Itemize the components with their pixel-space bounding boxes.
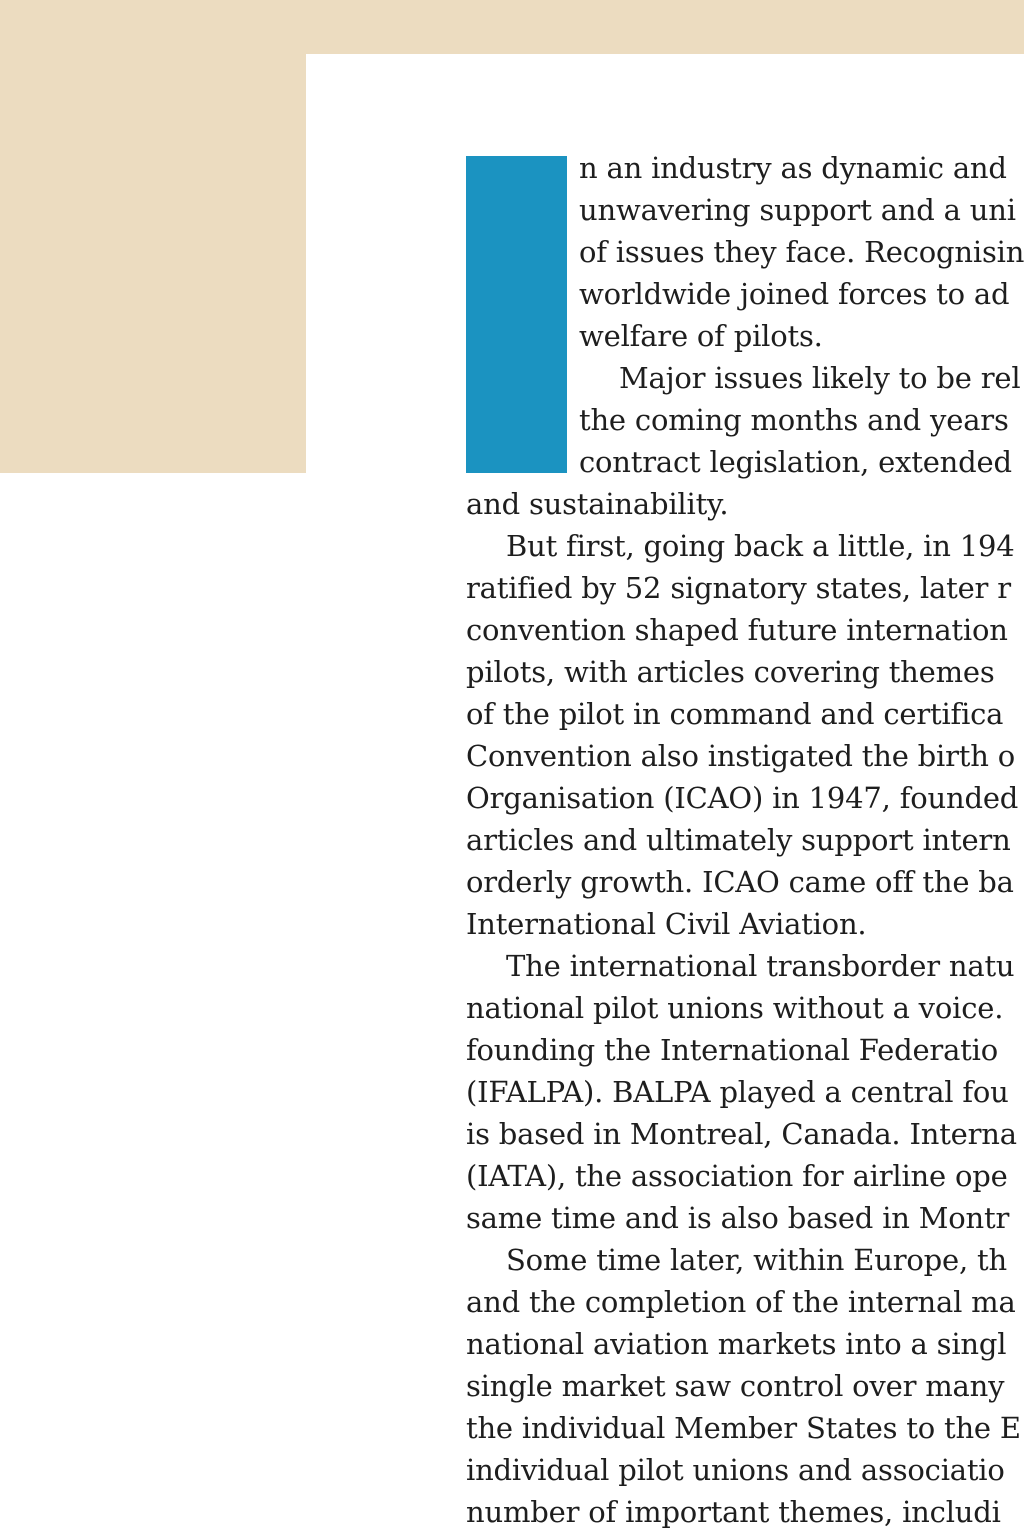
side-color-panel <box>0 0 306 473</box>
body-line: orderly growth. ICAO came off the ba <box>466 865 1014 899</box>
body-line: national aviation markets into a singl <box>466 1327 1007 1361</box>
body-line: national pilot unions without a voice. <box>466 991 1004 1025</box>
body-line: International Civil Aviation. <box>466 907 867 941</box>
body-line: same time and is also based in Montr <box>466 1201 1010 1235</box>
body-line: (IFALPA). BALPA played a central fou <box>466 1075 1009 1109</box>
body-line: convention shaped future internation <box>466 613 1008 647</box>
body-line: But first, going back a little, in 194 <box>506 529 1015 563</box>
body-line: ratified by 52 signatory states, later r <box>466 571 1011 605</box>
body-line: n an industry as dynamic and <box>579 151 1007 185</box>
body-line: the coming months and years <box>579 403 1009 437</box>
body-line: unwavering support and a uni <box>579 193 1016 227</box>
body-line: of issues they face. Recognisin <box>579 235 1024 269</box>
body-line: number of important themes, includi <box>466 1495 1001 1529</box>
body-line: The international transborder natu <box>506 949 1015 983</box>
body-line: Organisation (ICAO) in 1947, founded <box>466 781 1019 815</box>
body-line: welfare of pilots. <box>579 319 823 353</box>
body-line: Some time later, within Europe, th <box>506 1243 1007 1277</box>
body-line: of the pilot in command and certifica <box>466 697 1004 731</box>
body-line: individual pilot unions and associatio <box>466 1453 1005 1487</box>
body-line: the individual Member States to the E <box>466 1411 1021 1445</box>
body-line: worldwide joined forces to ad <box>579 277 1010 311</box>
body-line: pilots, with articles covering themes <box>466 655 995 689</box>
body-line: founding the International Federatio <box>466 1033 998 1067</box>
body-line: Major issues likely to be rel <box>619 361 1021 395</box>
body-line: single market saw control over many <box>466 1369 1005 1403</box>
body-line: is based in Montreal, Canada. Interna <box>466 1117 1017 1151</box>
body-line: contract legislation, extended <box>579 445 1012 479</box>
body-line: (IATA), the association for airline ope <box>466 1159 1008 1193</box>
body-line: and sustainability. <box>466 487 729 521</box>
body-line: and the completion of the internal ma <box>466 1285 1016 1319</box>
body-line: Convention also instigated the birth o <box>466 739 1015 773</box>
drop-cap-block <box>466 156 567 473</box>
body-line: articles and ultimately support intern <box>466 823 1011 857</box>
